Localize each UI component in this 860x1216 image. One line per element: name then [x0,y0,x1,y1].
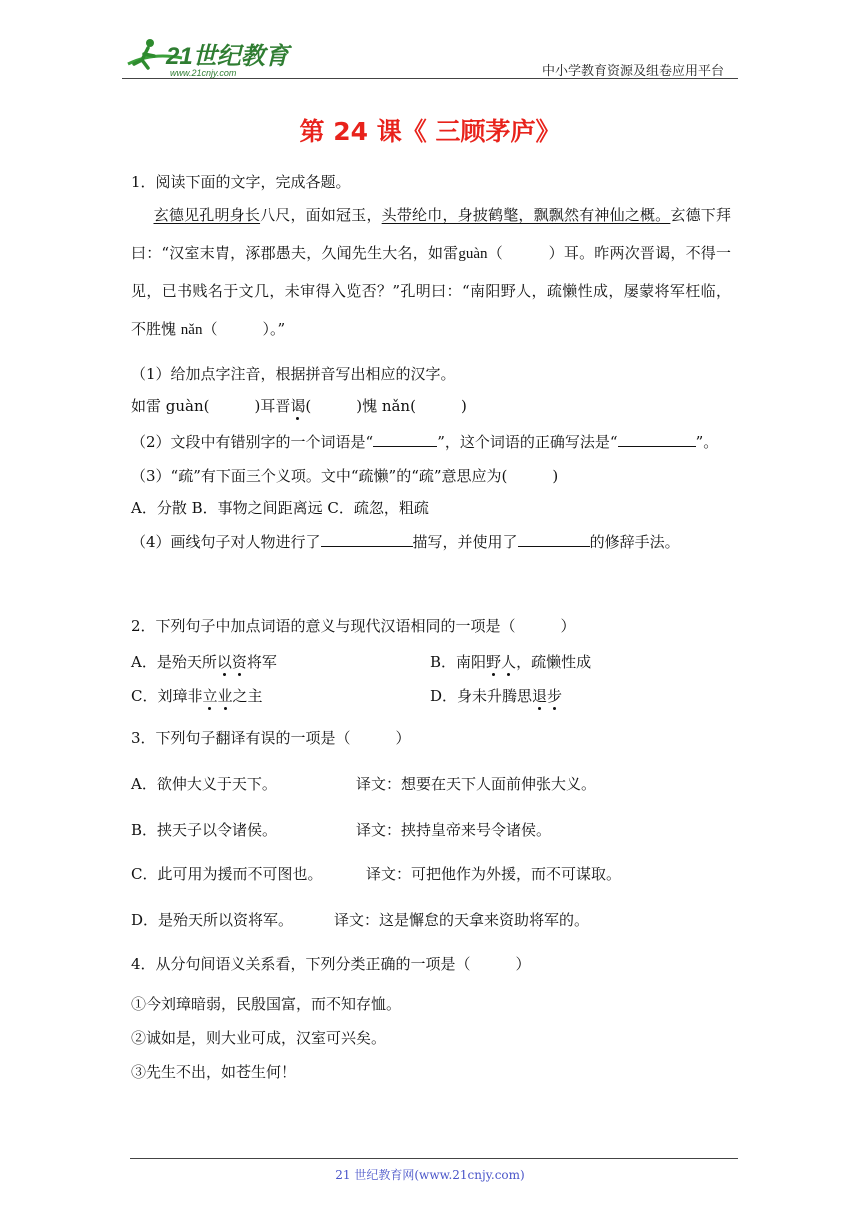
q1-sub1: （1）给加点字注音，根据拼音写出相应的汉字。 [131,365,456,383]
underlined-sentence-1: 玄德见孔明身长 [153,206,261,224]
passage-text: （ ）。” [202,320,286,338]
q2-option-c [131,686,263,706]
sub2-text: ”。 [695,433,719,451]
logo-text: 21世纪教育 [166,43,289,70]
sub4-text: 描写，并使用了 [412,533,518,551]
passage-line-2 [131,238,731,276]
dotted-char: 野 [486,653,502,671]
footer-text: 21 世纪教育网(www.21cnjy.com) [335,1168,525,1182]
option-text: ，疏懒性成 [516,653,592,671]
answer-blank[interactable] [618,432,696,447]
q2-option-d [430,686,562,706]
q3-translation-d: 译文：这是懈怠的天拿来资助将军的。 [334,911,590,929]
dotted-char: 谒 [290,397,306,415]
pinyin-guan: guàn [458,246,488,262]
dotted-char: 立 [202,687,218,705]
pinyin-nan: nǎn [180,322,203,338]
q3-option-c: C．此可用为援而不可图也。 [131,865,323,883]
passage-line-3: 见，已书贱名于文几，未审得入览否？”孔明曰：“南阳野人，疏懒性成，屡蒙将军枉临， [131,282,731,300]
dotted-char: 步 [547,687,563,705]
runner-logo-icon [122,34,292,80]
passage-line-1 [131,200,731,238]
dotted-char: 资 [231,653,247,671]
option-text: A．是殆天所 [131,653,217,671]
dotted-char: 业 [217,687,233,705]
sub1-text: ( )愧 nǎn( ) [305,397,467,415]
passage-text: 不胜愧 [131,320,177,338]
q3-stem: 3．下列句子翻译有误的一项是（ ） [131,729,411,747]
site-logo [122,34,292,80]
q4-item-2: ②诚如是，则大业可成，汉室可兴矣。 [131,1029,387,1047]
answer-blank[interactable] [518,532,590,547]
q3-option-b: B．挟天子以令诸侯。 [131,821,278,839]
dotted-char: 以 [216,653,232,671]
passage-text: 玄德下拜 [670,206,731,224]
sub2-text: （2）文段中有错别字的一个词语是“ [131,433,374,451]
q1-sub3-options: A．分散 B．事物之间距离远 C．疏忽，粗疏 [131,499,429,517]
passage-text: 曰：“汉室末胄，涿郡愚夫，久闻先生大名，如雷 [131,244,459,262]
dotted-char: 退 [532,687,548,705]
q1-intro: 1．阅读下面的文字，完成各题。 [131,173,351,191]
underlined-sentence-2: 头带纶巾，身披鹤氅，飘飘然有神仙之概。 [381,206,671,224]
q2-option-b [430,652,591,672]
option-text: C．刘璋非 [131,687,203,705]
passage-line-4 [131,314,731,352]
option-text: 之主 [232,687,263,705]
sub4-text: （4）画线句子对人物进行了 [131,533,321,551]
q2-stem: 2．下列句子中加点词语的意义与现代汉语相同的一项是（ ） [131,617,576,635]
q3-option-d: D．是殆天所以资将军。 [131,911,294,929]
sub4-text: 的修辞手法。 [589,533,680,551]
answer-blank[interactable] [321,532,413,547]
header-divider [122,78,738,79]
footer-divider [130,1158,738,1159]
q3-option-a: A．欲伸大义于天下。 [131,775,277,793]
passage-text: 八尺，面如冠玉， [260,206,382,224]
q4-stem: 4．从分句间语义关系看，下列分类正确的一项是（ ） [131,955,531,973]
option-text: B．南阳 [430,653,487,671]
q1-passage [131,200,731,352]
q1-sub3: （3）“疏”有下面三个义项。文中“疏懒”的“疏”意思应为( ) [131,467,559,485]
q3-translation-c: 译文：可把他作为外援，而不可谋取。 [366,865,622,883]
page-title: 第 24 课《 三顾茅庐》 [299,117,561,146]
option-text: D．身未升腾思 [430,687,533,705]
logo-url: www.21cnjy.com [170,68,237,78]
sub2-text: ”，这个词语的正确写法是“ [437,433,618,451]
platform-label: 中小学教育资源及组卷应用平台 [541,64,724,79]
option-text: 将军 [246,653,277,671]
q1-sub2 [131,432,718,452]
q1-sub4 [131,532,680,552]
q3-translation-b: 译文：挟持皇帝来号令诸侯。 [356,821,552,839]
answer-blank[interactable] [373,432,437,447]
q1-sub1-line [131,396,467,416]
q2-option-a [131,652,277,672]
q4-item-3: ③先生不出，如苍生何！ [131,1063,297,1081]
sub1-text: 如雷 guàn( )耳晋 [131,397,291,415]
passage-text: （ ）耳。昨两次晋谒，不得一 [487,244,731,262]
dotted-char: 人 [501,653,517,671]
q4-item-1: ①今刘璋暗弱，民殷国富，而不知存恤。 [131,995,402,1013]
q3-translation-a: 译文：想要在天下人面前伸张大义。 [356,775,597,793]
